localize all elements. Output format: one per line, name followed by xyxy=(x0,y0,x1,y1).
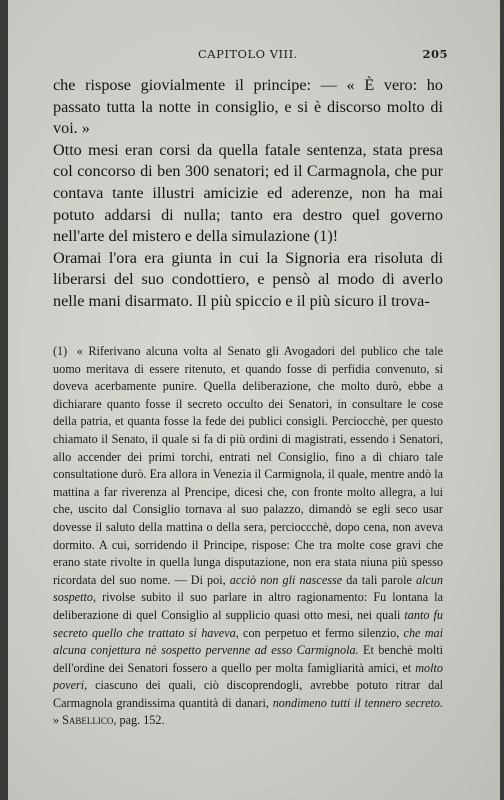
footnote-text: Et benchè molti dell'ordine dei Senatori fossero a quello per molta famigliarità amici, et xyxy=(53,643,443,675)
page-number: 205 xyxy=(422,47,448,61)
paragraph: Oramai l'ora era giunta in cui la Signoria era risoluta di liberarsi del suo condottiero, e pensò al modo di averlo nelle mani disarmato. Il più spiccio e il più sicuro il trova- xyxy=(53,248,443,310)
book-page xyxy=(8,0,500,800)
citation-author: Sabellico xyxy=(62,713,114,728)
chapter-title: CAPITOLO VIII. xyxy=(198,47,298,61)
footnote-text: « Riferivano alcuna volta al Senato gli Avogadori del publico che tale uomo meritava di essere ritenuto, et quando fosse di perfidia convenuto, si doveva acerbamente punire. Quella deliberazione, che molto durò, ebbe a dichiarare quanto fosse il secreto occulto dei Senatori, in consultare le cose della patria, et quanta fosse la fede dei publici consigli. Perciocchè, per questo chiamato il Senato, il quale si fa di più ordini di magistrati, essendo i Senatori, allo accender dei primi torchi, entrati nel Consiglio, fino a dì chiaro tale consultatione durò. Era allora in Venezia il Carmignola, il quale, mentre andò la mattina a far riverenza al Prencipe, dicesi che, con fronte molto allegra, a lui che, uscito dal Consiglio tornava al suo palazzo, dimandò se egli seco usar dovesse il saluto della mattina o della sera, percioccchè, dopo cena, non aveva dormito. A cui, sorridendo il Principe, rispose: Che tra molte cose gravi che erano state rivolte in quella lunga disputazione, non era stata niuna più spesso ricordata del suo nome. — Di poi, xyxy=(53,344,444,587)
paragraph: che rispose giovialmente il principe: — « È vero: ho passato tutta la notte in consiglio, e si è discorso molto di voi. » xyxy=(53,76,443,138)
citation-reference: , pag. 152. xyxy=(113,713,165,728)
footnote-italic: nondimeno tutti il tennero secreto. xyxy=(272,695,444,710)
running-header xyxy=(48,47,448,67)
paragraph: Otto mesi eran corsi da quella fatale sentenza, stata presa col concorso di ben 300 senatori; ed il Carmagnola, che pur contava tante illustri amicizie ed aderenze, non ha mai potuto addarsi di nulla; tanto era destro quel governo nell'arte del mistero e della simulazione (1)! xyxy=(53,140,443,246)
footnote-text: , con perpetuo et fermo silenzio, xyxy=(235,625,400,640)
footnote-text: , rivolse subito il suo parlare in altro ragionamento: Fu lontana la deliberazione di quel Consiglio al supplicio quasi otto mesi, nei quali xyxy=(53,590,443,622)
footnote-italic: tanto fu secreto quello che trattato si haveva xyxy=(53,607,443,640)
footnote-italic: molto poveri xyxy=(53,660,444,693)
footnote-mark: (1) xyxy=(53,344,68,358)
footnote-italic: alcun sospetto xyxy=(53,572,444,605)
footnote-text: , ciascuno dei quali, ciò discoprendogli, avrebbe potuto ritrar dal Carmagnola grandissima quantità di danari, xyxy=(53,678,443,710)
footnote-text: da tali parole xyxy=(346,572,412,587)
footnote-text: » xyxy=(53,713,60,728)
main-text xyxy=(53,75,443,313)
footnote xyxy=(53,343,443,730)
footnote-italic: che mai alcuna conjettura nè sospetto pervenne ad esso Carmignola. xyxy=(53,625,444,658)
footnote-italic: acciò non gli nascesse xyxy=(229,572,343,587)
